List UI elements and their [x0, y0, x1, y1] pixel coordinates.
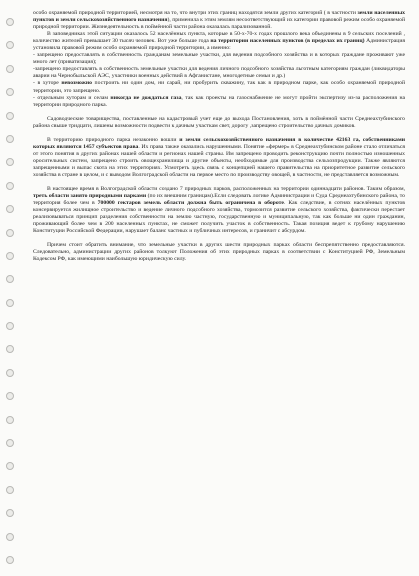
binder-hole-icon: [6, 205, 14, 213]
bold-text-run: 700000 гектаров земель области должна быть ограничена в обороте: [97, 200, 284, 207]
binder-hole-icon: [6, 41, 14, 49]
paragraph-gap: [33, 109, 405, 116]
text-run: В заповедниках этой ситуации оказалось 52 населённых пункта, которые в 50-х-70-х годах прошлого века объединены в 9 сельских поселений , количество жителей превышает 30 тысяч человек. Вот уже больше года: [33, 31, 405, 45]
paragraph: [33, 66, 405, 80]
text-run: Причем стоит обратить внимание, что земельные участки в других шести природных парках области беспрепятственно предоставляются. Следовательно, администрации других районов толкуют Положения об этих природных парках в соответствии с Конституцией РФ, Земельным Кодексом РФ, как имеющими наибольшую юридическую силу.: [33, 242, 405, 263]
text-run: Садоводческие товарищества, поставленные на кадастровый учет еще до выхода Постановления, хоть в поймённой части Среднеахтубинского района свыше тридцати, лишены возможности подвести к дачным участкам свет, дорогу ,запрещено строительство дачных домиков.: [33, 115, 405, 129]
paragraph: [33, 242, 405, 263]
text-run: . Как следствие, в сотнях населённых пунктов консервируется жилищное строительство и ведение личного подсобного хозяйства, тормозится развитие сельского хозяйства, фактически перестает реализовываться принцип разделения собственности на землю частную, государственную и муниципальную, так как больше ни один гражданин, проживающий более чем в 200 населенных пунктах, не сможет получить участок в собственность. Такая позиция ведет к грубому нарушению Конституции Российской Федерации, нарушает баланс частных и публичных интересов, и граничит с абсурдом.: [33, 200, 405, 235]
binder-hole-icon: [6, 252, 14, 260]
binder-hole-icon: [6, 112, 14, 120]
bold-text-run: и земли сельскохозяйственного назначения в количестве 42163 га, собственниками которых являются 1457 субъектов права: [33, 136, 405, 150]
binder-holes: [6, 18, 16, 564]
text-run: В настоящее время в Волгоградской области создано 7 природных парков, расположенных на территории одиннадцати районов. Таким образом,: [47, 186, 405, 193]
text-run: Администрация установила правовой режим особо охраняемой природной территории, а именно:: [33, 38, 405, 52]
binder-hole-icon: [6, 65, 14, 73]
text-run: ), применила к этим землям несоответствующий их категории правовой режим особо охраняемой природной территории. Жизнедеятельность в поймённой части района оказалась парализованной.: [33, 17, 406, 31]
text-run: (по их внешним границам).Если следовать логике Администрации и Суда Среднеахтубинского района, то территория более чем в: [33, 193, 405, 207]
bold-text-run: земли населенных пунктов и земли сельскохозяйственного назначения: [33, 10, 405, 24]
paragraph: [33, 137, 405, 179]
binder-hole-icon: [6, 135, 14, 143]
binder-hole-icon: [6, 345, 14, 353]
text-run: В территорию природного парка незаконно вошли: [47, 136, 180, 143]
binder-hole-icon: [6, 462, 14, 470]
paragraph: [33, 31, 405, 52]
paragraph: [33, 80, 405, 94]
paragraph: [33, 10, 405, 31]
paragraph-gap: [33, 179, 405, 186]
binder-hole-icon: [6, 439, 14, 447]
text-run: , так как проекты на газоснабжение не могут пройти экспертизу из-за расположения на территории природного парка.: [33, 94, 406, 108]
paragraph: [33, 116, 405, 130]
binder-hole-icon: [6, 322, 14, 330]
binder-hole-icon: [6, 182, 14, 190]
binder-hole-icon: [6, 229, 14, 237]
bold-text-run: на территории населенных пунктов (в пределах их границ): [210, 38, 365, 45]
binder-hole-icon: [6, 88, 14, 96]
bold-text-run: треть области занято природными парками: [33, 193, 147, 200]
binder-hole-icon: [6, 392, 14, 400]
binder-hole-icon: [6, 533, 14, 541]
bold-text-run: невозможно: [61, 80, 92, 87]
paragraph: [33, 95, 405, 109]
paragraph: [33, 186, 405, 235]
binder-hole-icon: [6, 18, 14, 26]
text-run: - в хуторе: [33, 80, 62, 87]
binder-hole-icon: [6, 158, 14, 166]
binder-hole-icon: [6, 416, 14, 424]
text-run: особо охраняемой природной территорией, несмотря на то, что внутри этих границ находятся земли других категорий ( в частности: [33, 10, 358, 16]
paragraph: [33, 52, 405, 66]
binder-hole-icon: [6, 486, 14, 494]
document-body: [33, 10, 405, 264]
text-run: - отдельным хуторам и селам: [33, 94, 111, 101]
text-run: построить ни один дом, ни сарай, ни пробурить скважину, так как в природном парке, как особо охраняемой природной территории, это запрещено.: [33, 80, 405, 94]
binder-hole-icon: [6, 556, 14, 564]
text-run: . Их права также оказались нарушенными. Понятие «фермер» в Среднеахтубинском районе стало отличаться от этого понятия в других районах нашей области и регионах нашей страны. Им запрещено проводить реконструкцию почти полностью изношенных оросительных систем, запрещено строить овощехранилища и другие объекты, необходимые для производства сельхозпродукции. Также являются запрещенными и выпас скота на этих территориях. Усмотреть здесь связь с концепцией нашего правительства на приоритетное развитие сельского хозяйства в стране в целом, и с выводом Волгоградской области на первое место по производству овощей, в частности, не представляется возможным.: [33, 143, 405, 178]
bold-text-run: никогда не дождаться газа: [110, 94, 182, 101]
text-run: - запрещено предоставлять в собственность гражданам земельные участки, для ведения подсобного хозяйства и в которых граждане проживают уже много лет (приватизация);: [33, 52, 405, 66]
binder-hole-icon: [6, 275, 14, 283]
binder-hole-icon: [6, 509, 14, 517]
paragraph-gap: [33, 130, 405, 137]
binder-hole-icon: [6, 369, 14, 377]
text-run: -запрещено предоставлять в собственность земельные участки для ведения личного подсобного хозяйства льготным категориям граждан (ликвидаторы аварии на Чернобыльской АЭС, участники военных действий в Афганистане, многодетные семьи и др.): [33, 66, 405, 80]
binder-hole-icon: [6, 299, 14, 307]
